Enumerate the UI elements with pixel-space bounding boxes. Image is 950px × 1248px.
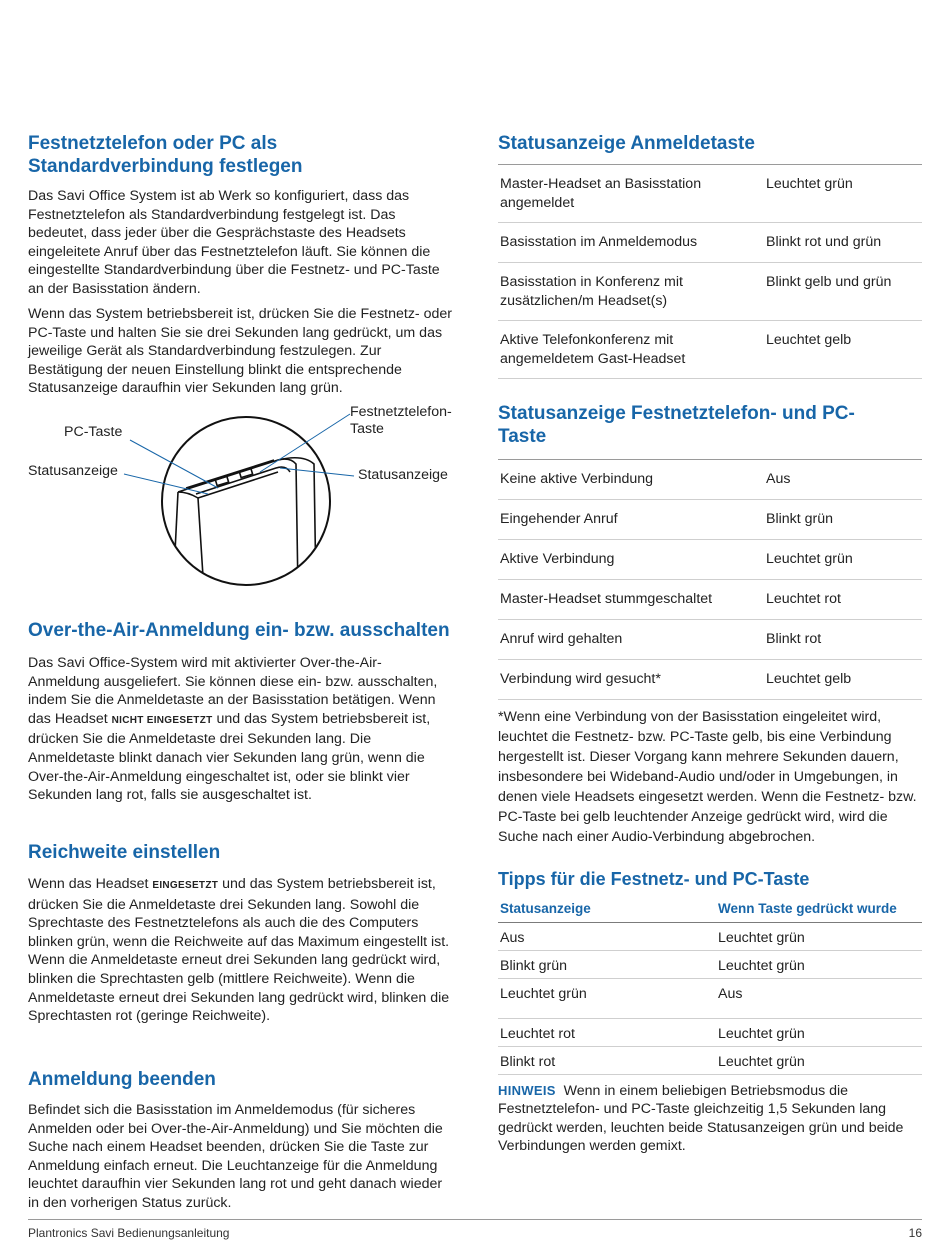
table-row: Master-Headset stummgeschaltet Leuchtet rot xyxy=(498,580,922,620)
section-title-range: Reichweite einstellen xyxy=(28,842,221,863)
registration-status-table xyxy=(498,164,922,379)
table-row: Verbindung wird gesucht* Leuchtet gelb xyxy=(498,660,922,700)
table-row: Leuchtet grün Aus xyxy=(498,979,922,1019)
default-connection-paragraph-2: Wenn das System betriebsbereit ist, drücken Sie die Festnetz- oder PC-Taste und halten Sie sie drei Sekunden lang gedrückt, um das jeweilige Gerät als Standardverbindung festzulegen. Zur Bestätigung der neuen Einstellung blinkt die entsprechende Statusanzeige daraufhin vier Sekunden lang grün. xyxy=(28,306,452,397)
table-row: Eingehender Anruf Blinkt grün xyxy=(498,500,922,540)
range-paragraph: Wenn das Headset EINGESETZT und das System betriebsbereit ist, drücken Sie die Anmeldetaste drei Sekunden lang. Sowohl die Sprechtaste des Festnetztelefons als auch die des Computers blinken grün, wenn die Reichweite auf das Maximum eingestellt ist. Wenn die Anmeldetaste erneut drei Sekunden lang gedrückt wird, blinken die Sprechtasten gelb (mittlere Reichweite). Wenn die Anmeldetaste erneut drei Sekunden lang gedrückt wird, blinken die Sprechtasten rot (geringe Reichweite). xyxy=(28,876,450,1025)
hint-label: HINWEIS xyxy=(498,1083,556,1098)
table-row: Basisstation in Konferenz mit zusätzlichen/m Headset(s) Blinkt gelb und grün xyxy=(498,263,922,321)
page-number: 16 xyxy=(908,1226,922,1240)
section-title-ota-registration: Over-the-Air-Anmeldung ein- bzw. ausschalten xyxy=(28,620,450,641)
section-title-default-connection: Festnetztelefon oder PC als Standardverbindung festlegen xyxy=(28,133,303,177)
end-registration-paragraph: Befindet sich die Basisstation im Anmeldemodus (für sicheres Anmelden oder bei Over-the-Air-Anmeldung) und Sie möchten die Suche nach einem Headset beenden, drücken Sie die Taste zur Anmeldung einfach erneut. Die Leuchtanzeige für die Anmeldung leuchtet daraufhin vier Sekunden lang rot und geht danach wieder in den vorherigen Status zurück. xyxy=(28,1102,443,1211)
table-row: Aktive Verbindung Leuchtet grün xyxy=(498,540,922,580)
status-indicator-label-right: Statusanzeige xyxy=(358,467,448,483)
ota-paragraph: Das Savi Office-System wird mit aktivierter Over-the-Air-Anmeldung ausgeliefert. Sie können diese ein- bzw. ausschalten, indem Sie die Anmeldetaste an der Basisstation betätigen. Wenn das Headset NICHT EINGESETZT und das System betriebsbereit ist, drücken Sie die Anmeldetaste drei Sekunden lang. Die Anmeldetaste blinkt danach vier Sekunden lang grün, wenn die Over-the-Air-Anmeldung eingeschaltet ist, oder sie blinkt vier Sekunden lang rot, falls sie ausgeschaltet ist. xyxy=(28,655,438,804)
tips-table xyxy=(498,896,922,1075)
table-row: Anruf wird gehalten Blinkt rot xyxy=(498,620,922,660)
table-row: Basisstation im Anmeldemodus Blinkt rot und grün xyxy=(498,223,922,263)
table-row: Keine aktive Verbindung Aus xyxy=(498,460,922,500)
table-row: Aus Leuchtet grün xyxy=(498,923,922,951)
section-title-end-registration: Anmeldung beenden xyxy=(28,1069,216,1090)
table-header-row: Statusanzeige Wenn Taste gedrückt wurde xyxy=(498,896,922,923)
base-station-diagram xyxy=(28,402,452,592)
section-title-tips: Tipps für die Festnetz- und PC-Taste xyxy=(498,869,810,889)
table-row: Aktive Telefonkonferenz mit angemeldetem Gast-Headset Leuchtet gelb xyxy=(498,321,922,379)
section-title-registration-status: Statusanzeige Anmeldetaste xyxy=(498,133,755,154)
landline-pc-status-table xyxy=(498,459,922,700)
table-row: Blinkt grün Leuchtet grün xyxy=(498,951,922,979)
table-row: Master-Headset an Basisstation angemeldet Leuchtet grün xyxy=(498,165,922,223)
table-row: Leuchtet rot Leuchtet grün xyxy=(498,1019,922,1047)
default-connection-paragraph-1: Das Savi Office System ist ab Werk so konfiguriert, dass das Festnetztelefon als Standardverbindung festgelegt ist. Das bedeutet, dass jeder über die Gesprächstaste des Headsets eingeleitete Anruf über das Festnetztelefon läuft. Sie können die eingestellte Standardverbindung über die Festnetz- und PC-Taste an der Basisstation ändern. xyxy=(28,188,440,297)
landline-button-label: Festnetztelefon-Taste xyxy=(350,404,452,437)
table-row: Blinkt rot Leuchtet grün xyxy=(498,1047,922,1075)
hint-note: HINWEIS Wenn in einem beliebigen Betriebsmodus die Festnetztelefon- und PC-Taste gleichzeitig 1,5 Sekunden lang gedrückt werden, leuchten beide Statusanzeigen grün und beide Verbindungen werden gemixt. xyxy=(498,1083,904,1155)
section-title-landline-pc-status: Statusanzeige Festnetztelefon- und PC-Taste xyxy=(498,403,855,447)
footer-divider xyxy=(28,1219,922,1220)
connection-footnote: *Wenn eine Verbindung von der Basisstation eingeleitet wird, leuchtet die Festnetz- bzw. PC-Taste gelb, bis eine Verbindung hergestellt ist. Dieser Vorgang kann mehrere Sekunden dauern, insbesondere bei Wideband-Audio und/oder in Umgebungen, in denen viele Headsets eingesetzt werden. Wenn die Festnetz- bzw. PC-Taste bei gelb leuchtender Anzeige gedrückt wird, wird die Suche nach einer Audio-Verbindung abgebrochen. xyxy=(498,709,917,845)
status-indicator-label-left: Statusanzeige xyxy=(28,463,118,479)
footer-title: Plantronics Savi Bedienungsanleitung xyxy=(28,1226,230,1240)
pc-button-label: PC-Taste xyxy=(64,424,123,440)
